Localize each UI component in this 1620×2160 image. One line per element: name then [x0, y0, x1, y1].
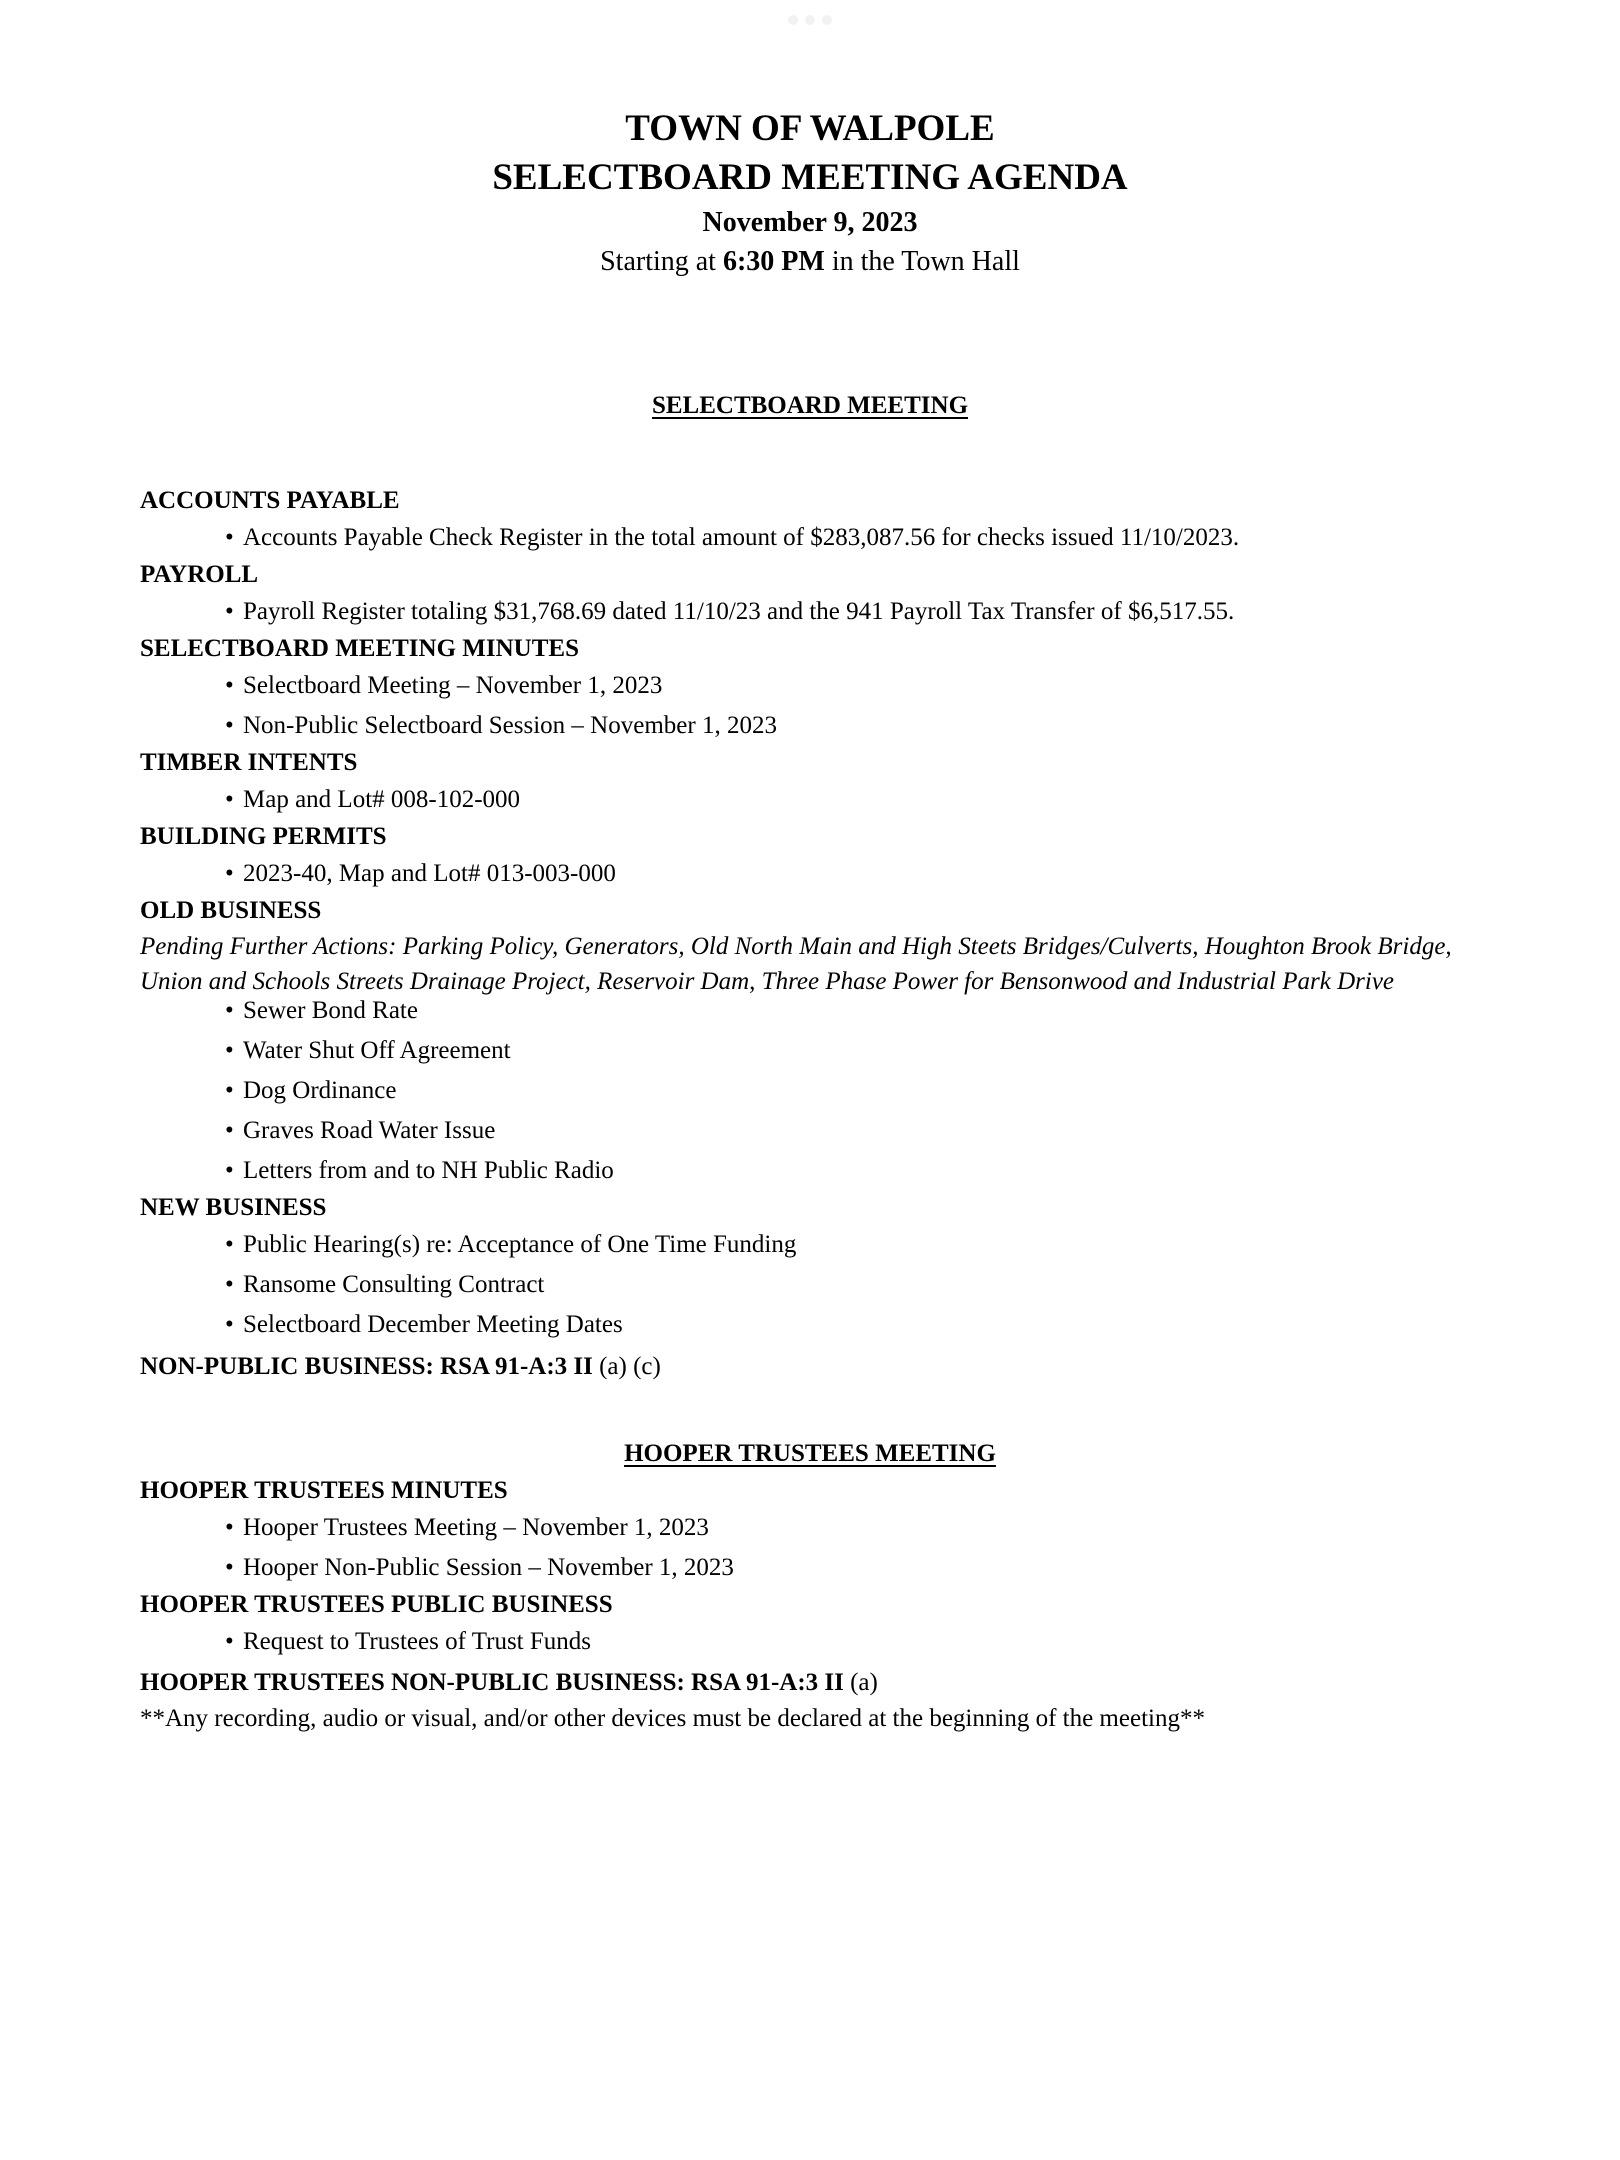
meeting-date: November 9, 2023 [702, 207, 918, 238]
recording-declaration-note: **Any recording, audio or visual, and/or other devices must be declared at the beginning of the meeting** [140, 1705, 1205, 1732]
new-business-list [140, 1226, 1480, 1343]
selectboard-minutes-list [140, 667, 1480, 744]
old-business-list [140, 992, 1480, 1189]
hooper-trustees-meeting-heading-text: HOOPER TRUSTEES MEETING [624, 1440, 996, 1467]
hooper-minutes-list [140, 1509, 1480, 1586]
list-item: • Sewer Bond Rate [140, 992, 1480, 1029]
hooper-non-public-business-line [140, 1664, 1480, 1701]
start-time: 6:30 PM [722, 246, 825, 277]
list-item: • Map and Lot# 008-102-000 [140, 781, 1480, 818]
section-title-payroll: PAYROLL [140, 561, 259, 588]
list-item: • Selectboard December Meeting Dates [140, 1306, 1480, 1343]
section-title-hooper-trustees-minutes: HOOPER TRUSTEES MINUTES [140, 1477, 508, 1504]
list-item: • Selectboard Meeting – November 1, 2023 [140, 667, 1480, 704]
selectboard-agenda [140, 482, 1480, 1737]
list-item: • Non-Public Selectboard Session – November 1, 2023 [140, 707, 1480, 744]
section-title-timber-intents: TIMBER INTENTS [140, 749, 358, 776]
accounts-payable-list [140, 519, 1480, 556]
list-item: • Hooper Trustees Meeting – November 1, 2023 [140, 1509, 1480, 1546]
page-menu-dots[interactable] [788, 15, 832, 25]
hooper-public-business-list [140, 1623, 1480, 1660]
list-item: • 2023-40, Map and Lot# 013-003-000 [140, 855, 1480, 892]
start-suffix: in the Town Hall [824, 246, 1020, 277]
list-item: • Public Hearing(s) re: Acceptance of One Time Funding [140, 1226, 1480, 1263]
page-title-line1: TOWN OF WALPOLE [625, 108, 995, 149]
list-item: • Dog Ordinance [140, 1072, 1480, 1109]
hooper-non-public-business-regular: (a) [843, 1669, 878, 1696]
list-item: • Letters from and to NH Public Radio [140, 1152, 1480, 1189]
section-title-hooper-trustees-public-business: HOOPER TRUSTEES PUBLIC BUSINESS [140, 1591, 613, 1618]
non-public-business-bold: NON-PUBLIC BUSINESS: RSA 91-A:3 II [140, 1353, 593, 1380]
list-item: • Water Shut Off Agreement [140, 1032, 1480, 1069]
selectboard-meeting-heading [140, 387, 1480, 424]
non-public-business-regular: (a) (c) [592, 1353, 661, 1380]
list-item: • Graves Road Water Issue [140, 1112, 1480, 1149]
list-item: • Accounts Payable Check Register in the total amount of $283,087.56 for checks issued 11/10/2023. [140, 519, 1480, 556]
section-title-accounts-payable: ACCOUNTS PAYABLE [140, 487, 400, 514]
selectboard-meeting-heading-text: SELECTBOARD MEETING [651, 392, 969, 419]
list-item: • Payroll Register totaling $31,768.69 dated 11/10/23 and the 941 Payroll Tax Transfer of $6,517.55. [140, 593, 1480, 630]
section-title-building-permits: BUILDING PERMITS [140, 823, 387, 850]
non-public-business-line [140, 1348, 1480, 1385]
section-title-old-business: OLD BUSINESS [140, 897, 322, 924]
list-item: • Hooper Non-Public Session – November 1, 2023 [140, 1549, 1480, 1586]
section-title-selectboard-meeting-minutes: SELECTBOARD MEETING MINUTES [140, 635, 579, 662]
dot-icon [805, 15, 815, 25]
timber-intents-list [140, 781, 1480, 818]
hooper-non-public-business-bold: HOOPER TRUSTEES NON-PUBLIC BUSINESS: RSA 91-A:3 II [140, 1669, 844, 1696]
page-title-line2: SELECTBOARD MEETING AGENDA [492, 157, 1128, 198]
start-prefix: Starting at [600, 246, 723, 277]
dot-icon [788, 15, 798, 25]
pending-further-actions-note: Pending Further Actions: Parking Policy, Generators, Old North Main and High Steets Bridges/Culverts, Houghton Brook Bridge, Union and Schools Streets Drainage Project, Reservoir Dam, Three Phase Power for Bensonwood and Industrial Park Drive [140, 933, 1452, 995]
building-permits-list [140, 855, 1480, 892]
dot-icon [822, 15, 832, 25]
hooper-trustees-meeting-heading [140, 1435, 1480, 1472]
meeting-start-line [140, 244, 1480, 280]
list-item: • Ransome Consulting Contract [140, 1266, 1480, 1303]
section-title-new-business: NEW BUSINESS [140, 1194, 327, 1221]
list-item: • Request to Trustees of Trust Funds [140, 1623, 1480, 1660]
payroll-list [140, 593, 1480, 630]
